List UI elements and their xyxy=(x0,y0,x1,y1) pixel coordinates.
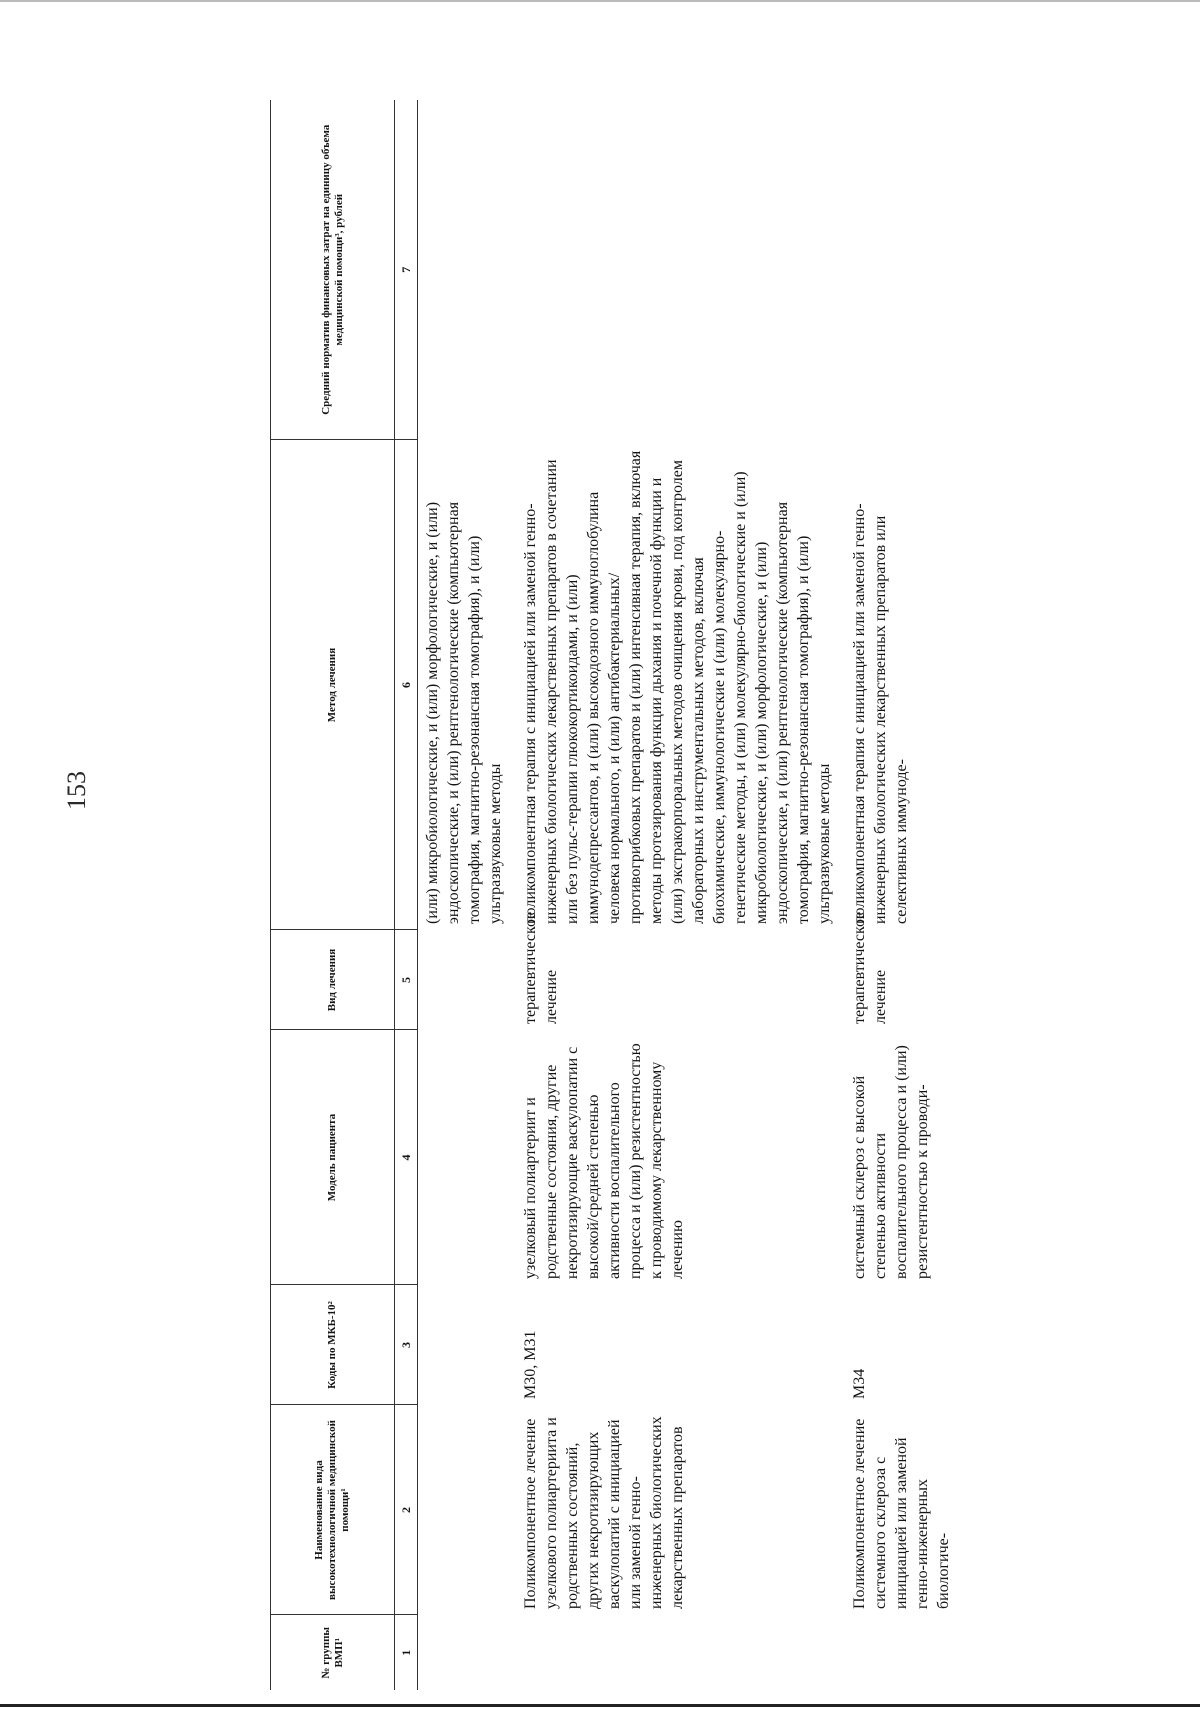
header-icd-codes: Коды по МКБ-10² xyxy=(271,1285,395,1405)
cell-patient-model: узелковый полиартериит и родственные состояния, другие некротизирующие васкулопатии с высокой/средней степенью активности воспалительного процесса и (или) резистентностью к проводимому лекарственному лечению xyxy=(522,1043,686,1279)
cell-method: поликомпонентная терапия с инициацией или заменой генно-инженерных биологических лекарственных препаратов или селективных иммуноде- xyxy=(851,503,910,924)
cell-patient-model xyxy=(418,1030,517,1285)
cell-cost xyxy=(418,100,517,440)
column-number: 5 xyxy=(395,930,418,1030)
header-group-number: № группы ВМП¹ xyxy=(271,1615,395,1690)
column-number: 7 xyxy=(395,100,418,440)
cell-name xyxy=(418,1405,517,1615)
header-vmp-name: Наименование вида высокотехнологичной медицинской помощи¹ xyxy=(271,1405,395,1615)
column-number: 1 xyxy=(395,1615,418,1690)
column-number: 6 xyxy=(395,440,418,930)
header-treatment-type: Вид лечения xyxy=(271,930,395,1030)
cell-codes xyxy=(418,1285,517,1405)
cell-codes: М34 xyxy=(851,1368,868,1399)
cell-group xyxy=(418,1615,517,1690)
column-number-row xyxy=(395,100,418,1690)
header-treatment-method: Метод лечения xyxy=(271,440,395,930)
cell-group xyxy=(845,1615,964,1690)
cell-method: поликомпонентная терапия с инициацией или заменой генно-инженерных биологических лекарственных препаратов в сочетании или без пульс-терапии глюкокортикоидами, и (или) иммунодепрессантов, и (или) высокодозного иммуноглобулина человека нормального, и (или) антибактериальных/противогрибковых препаратов и (или) интенсивная терапия, включая методы протезирования функции дыхания и почечной функции и (или) экстракорпоральных методов очищения крови, под контролем лабораторных и инструментальных методов, включая биохимические, иммунологические и (или) молекулярно-генетические методы, и (или) молекулярно-биологические и (или) микробиологические, и (или) морфологические, и (или) эндоскопические, и (или) рентгенологические (компьютерная томография, магнитно-резонансная томография), и (или) ультразвуковые методы xyxy=(522,450,833,924)
table-row xyxy=(516,100,845,1690)
cell-method: (или) микробиологические, и (или) морфологические, и (или) эндоскопические, и (или) рентгенологические (компьютерная томография, магнитно-резонансная томография), и (или) ультразвуковые методы xyxy=(424,501,504,924)
page-number: 153 xyxy=(62,771,91,810)
cell-treatment-type: терапевтическое лечение xyxy=(851,911,889,1024)
cell-group xyxy=(516,1615,845,1690)
header-patient-model: Модель пациента xyxy=(271,1030,395,1285)
bottom-rule xyxy=(0,1704,1200,1707)
cell-cost xyxy=(845,100,964,440)
table-row xyxy=(845,100,964,1690)
cell-name: Поликомпонентное лечение системного склероза с инициацией или заменой генно-инженерных биологиче- xyxy=(851,1418,952,1609)
cell-codes: М30, М31 xyxy=(522,1330,539,1399)
column-number: 3 xyxy=(395,1285,418,1405)
vmp-table xyxy=(270,100,964,1690)
cell-cost xyxy=(516,100,845,440)
top-rule xyxy=(0,0,1200,2)
cell-name: Поликомпонентное лечение узелкового полиартериита и родственных состояний, других некротизирующих васкулопатий с инициацией или заменой генно-инженерных биологических лекарственных препаратов xyxy=(522,1416,686,1609)
cell-treatment-type xyxy=(418,930,517,1030)
column-number: 2 xyxy=(395,1405,418,1615)
column-number: 4 xyxy=(395,1030,418,1285)
header-row xyxy=(271,100,395,1690)
rotated-table-wrapper xyxy=(270,100,1200,1690)
cell-treatment-type: терапевтическое лечение xyxy=(522,911,560,1024)
table-row xyxy=(418,100,517,1690)
cell-patient-model: системный склероз с высокой степенью активности воспалительного процесса и (или) резистентностью к проводи- xyxy=(851,1045,931,1279)
header-avg-cost: Средний норматив финансовых затрат на единицу объема медицинской помощи³, рублей xyxy=(271,100,395,440)
